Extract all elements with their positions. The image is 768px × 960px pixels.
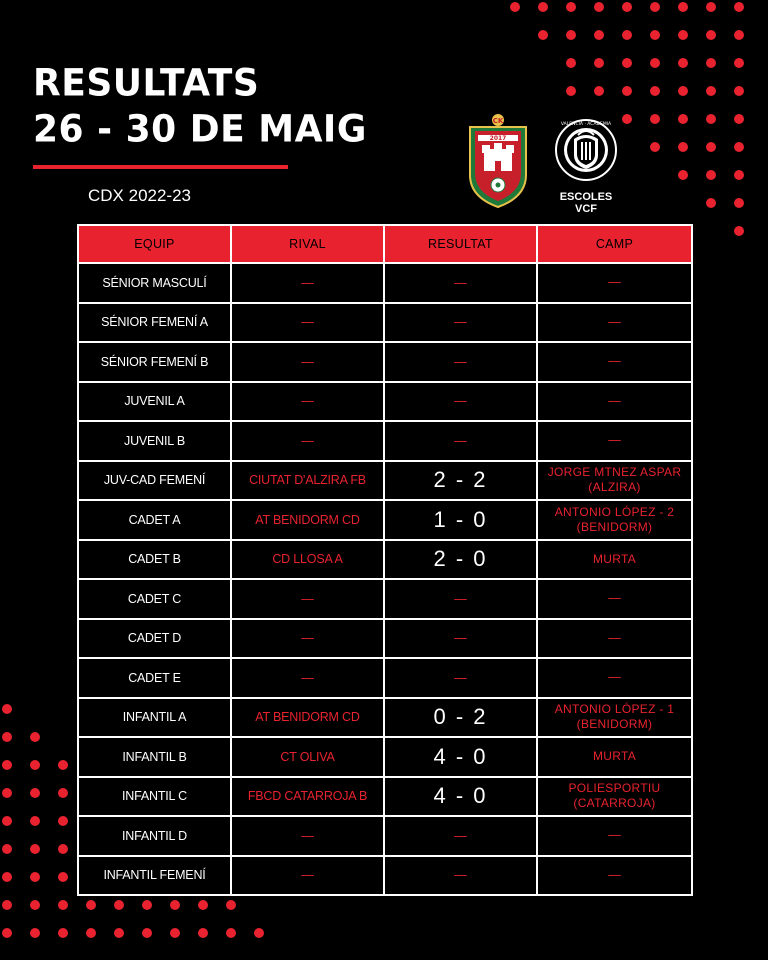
header-result: RESULTAT bbox=[384, 225, 537, 263]
page-title-line-1: RESULTATS bbox=[33, 62, 260, 106]
decorative-dot bbox=[2, 788, 12, 798]
decorative-dot bbox=[142, 928, 152, 938]
title-underline bbox=[33, 165, 288, 169]
table-row bbox=[78, 816, 692, 856]
decorative-dot bbox=[734, 58, 744, 68]
rival-cell: — bbox=[231, 263, 384, 303]
rival-cell: — bbox=[231, 382, 384, 422]
decorative-dot bbox=[706, 58, 716, 68]
decorative-dot bbox=[678, 58, 688, 68]
score-cell: — bbox=[384, 579, 537, 619]
score-cell: 2 - 0 bbox=[384, 540, 537, 580]
table-row bbox=[78, 540, 692, 580]
decorative-dot bbox=[678, 86, 688, 96]
decorative-dot bbox=[622, 58, 632, 68]
table-header-row bbox=[78, 225, 692, 263]
decorative-dot bbox=[622, 86, 632, 96]
header-team: EQUIP bbox=[78, 225, 231, 263]
decorative-dot bbox=[30, 732, 40, 742]
score-cell: — bbox=[384, 619, 537, 659]
decorative-dot bbox=[58, 760, 68, 770]
score-cell: — bbox=[384, 856, 537, 896]
decorative-dot bbox=[2, 760, 12, 770]
score-cell: 4 - 0 bbox=[384, 737, 537, 777]
field-line: (BENIDORM) bbox=[576, 717, 653, 732]
decorative-dot bbox=[734, 198, 744, 208]
team-cell: JUV-CAD FEMENÍ bbox=[78, 461, 231, 501]
table-row bbox=[78, 421, 692, 461]
decorative-dot bbox=[650, 114, 660, 124]
decorative-dot bbox=[650, 2, 660, 12]
decorative-dot bbox=[58, 844, 68, 854]
field-line: — bbox=[608, 670, 621, 685]
table-row bbox=[78, 342, 692, 382]
team-cell: INFANTIL A bbox=[78, 698, 231, 738]
team-cell: SÉNIOR FEMENÍ B bbox=[78, 342, 231, 382]
decorative-dot bbox=[594, 30, 604, 40]
decorative-dot bbox=[170, 900, 180, 910]
field-line: (ALZIRA) bbox=[588, 480, 641, 495]
table-row bbox=[78, 698, 692, 738]
escoles-vcf-logo bbox=[548, 113, 624, 215]
decorative-dot bbox=[650, 58, 660, 68]
table-row bbox=[78, 500, 692, 540]
team-cell: INFANTIL D bbox=[78, 816, 231, 856]
rival-cell: — bbox=[231, 579, 384, 619]
header-field: CAMP bbox=[537, 225, 692, 263]
score-cell: — bbox=[384, 263, 537, 303]
vcf-label: ESCOLES VCF bbox=[559, 191, 613, 215]
decorative-dot bbox=[706, 86, 716, 96]
team-cell: JUVENIL A bbox=[78, 382, 231, 422]
decorative-dot bbox=[538, 30, 548, 40]
rival-cell: — bbox=[231, 816, 384, 856]
decorative-dot bbox=[2, 928, 12, 938]
decorative-dot bbox=[226, 928, 236, 938]
decorative-dot bbox=[706, 114, 716, 124]
team-cell: SÉNIOR MASCULÍ bbox=[78, 263, 231, 303]
table-row bbox=[78, 263, 692, 303]
field-cell bbox=[537, 303, 692, 343]
decorative-dot bbox=[2, 816, 12, 826]
decorative-dot bbox=[58, 872, 68, 882]
decorative-dot bbox=[86, 900, 96, 910]
score-cell: — bbox=[384, 342, 537, 382]
decorative-dot bbox=[142, 900, 152, 910]
decorative-dot bbox=[2, 872, 12, 882]
decorative-dot bbox=[30, 844, 40, 854]
header-rival: RIVAL bbox=[231, 225, 384, 263]
decorative-dot bbox=[622, 30, 632, 40]
field-line: — bbox=[608, 591, 621, 606]
decorative-dot bbox=[58, 928, 68, 938]
decorative-dot bbox=[678, 142, 688, 152]
decorative-dot bbox=[58, 816, 68, 826]
decorative-dot bbox=[2, 900, 12, 910]
field-line: — bbox=[608, 393, 621, 408]
decorative-dot bbox=[594, 86, 604, 96]
score-cell: 1 - 0 bbox=[384, 500, 537, 540]
field-cell bbox=[537, 263, 692, 303]
team-cell: CADET B bbox=[78, 540, 231, 580]
decorative-dot bbox=[706, 142, 716, 152]
field-line: JORGE MTNEZ ASPAR bbox=[547, 465, 682, 480]
decorative-dot bbox=[2, 844, 12, 854]
season-subtitle: CDX 2022-23 bbox=[88, 186, 192, 205]
team-cell: JUVENIL B bbox=[78, 421, 231, 461]
decorative-dot bbox=[594, 58, 604, 68]
field-line: MURTA bbox=[592, 749, 637, 764]
rival-cell: — bbox=[231, 619, 384, 659]
field-cell bbox=[537, 382, 692, 422]
decorative-dot bbox=[30, 928, 40, 938]
score-cell: 0 - 2 bbox=[384, 698, 537, 738]
decorative-dot bbox=[566, 58, 576, 68]
team-cell: CADET C bbox=[78, 579, 231, 619]
table-row bbox=[78, 382, 692, 422]
decorative-dot bbox=[198, 900, 208, 910]
team-cell: INFANTIL FEMENÍ bbox=[78, 856, 231, 896]
score-cell: — bbox=[384, 816, 537, 856]
field-line: — bbox=[608, 630, 621, 645]
field-cell bbox=[537, 540, 692, 580]
decorative-dot bbox=[706, 170, 716, 180]
table-row bbox=[78, 579, 692, 619]
table-row bbox=[78, 303, 692, 343]
decorative-dot bbox=[678, 114, 688, 124]
results-table bbox=[77, 224, 693, 896]
field-line: (BENIDORM) bbox=[576, 519, 653, 534]
page-title-line-2: 26 - 30 DE MAIG bbox=[33, 108, 367, 152]
field-cell bbox=[537, 619, 692, 659]
field-line: ANTONIO LÓPEZ - 2 bbox=[554, 504, 675, 519]
decorative-dot bbox=[114, 900, 124, 910]
field-cell bbox=[537, 342, 692, 382]
decorative-dot bbox=[622, 2, 632, 12]
field-line: — bbox=[608, 354, 621, 369]
decorative-dot bbox=[566, 86, 576, 96]
rival-cell: CT OLIVA bbox=[231, 737, 384, 777]
decorative-dot bbox=[170, 928, 180, 938]
field-line: MURTA bbox=[592, 551, 637, 566]
field-line: ANTONIO LÓPEZ - 1 bbox=[554, 702, 675, 717]
decorative-dot bbox=[2, 732, 12, 742]
club-crest-logo bbox=[466, 113, 530, 209]
decorative-dot bbox=[734, 226, 744, 236]
decorative-dot bbox=[678, 2, 688, 12]
team-cell: INFANTIL C bbox=[78, 777, 231, 817]
rival-cell: CIUTAT D'ALZIRA FB bbox=[231, 461, 384, 501]
decorative-dot bbox=[706, 2, 716, 12]
rival-cell: FBCD CATARROJA B bbox=[231, 777, 384, 817]
rival-cell: CD LLOSA A bbox=[231, 540, 384, 580]
club-crest-year: 2017 bbox=[489, 135, 507, 142]
decorative-dot bbox=[594, 2, 604, 12]
table-row bbox=[78, 461, 692, 501]
decorative-dot bbox=[566, 2, 576, 12]
vcf-ring-text: VALENCIA · ACADEMIA bbox=[560, 122, 612, 127]
decorative-dot bbox=[734, 142, 744, 152]
field-cell bbox=[537, 856, 692, 896]
rival-cell: — bbox=[231, 856, 384, 896]
decorative-dot bbox=[58, 788, 68, 798]
field-cell bbox=[537, 777, 692, 817]
field-cell bbox=[537, 579, 692, 619]
decorative-dot bbox=[734, 86, 744, 96]
table-row bbox=[78, 619, 692, 659]
decorative-dot bbox=[30, 816, 40, 826]
decorative-dot bbox=[734, 30, 744, 40]
vcf-crest-icon bbox=[548, 113, 624, 187]
rival-cell: AT BENIDORM CD bbox=[231, 698, 384, 738]
field-cell bbox=[537, 461, 692, 501]
decorative-dot bbox=[58, 900, 68, 910]
score-cell: — bbox=[384, 421, 537, 461]
decorative-dot bbox=[678, 170, 688, 180]
field-line: — bbox=[608, 828, 621, 843]
decorative-dot bbox=[734, 170, 744, 180]
team-cell: CADET E bbox=[78, 658, 231, 698]
field-cell bbox=[537, 500, 692, 540]
decorative-dot bbox=[566, 30, 576, 40]
field-cell bbox=[537, 658, 692, 698]
decorative-dot bbox=[734, 2, 744, 12]
rival-cell: — bbox=[231, 342, 384, 382]
decorative-dot bbox=[30, 900, 40, 910]
decorative-dot bbox=[198, 928, 208, 938]
team-cell: INFANTIL B bbox=[78, 737, 231, 777]
field-cell bbox=[537, 421, 692, 461]
table-row bbox=[78, 658, 692, 698]
decorative-dot bbox=[538, 2, 548, 12]
decorative-dot bbox=[734, 114, 744, 124]
table-row bbox=[78, 856, 692, 896]
decorative-dot bbox=[650, 86, 660, 96]
field-cell bbox=[537, 816, 692, 856]
field-cell bbox=[537, 698, 692, 738]
decorative-dot bbox=[30, 788, 40, 798]
field-line: — bbox=[608, 275, 621, 290]
rival-cell: — bbox=[231, 658, 384, 698]
score-cell: 4 - 0 bbox=[384, 777, 537, 817]
field-line: — bbox=[608, 433, 621, 448]
decorative-dot bbox=[510, 2, 520, 12]
team-cell: CADET D bbox=[78, 619, 231, 659]
field-line: (CATARROJA) bbox=[573, 796, 656, 811]
field-line: POLIESPORTIU bbox=[568, 781, 661, 796]
rival-cell: — bbox=[231, 303, 384, 343]
field-line: — bbox=[608, 314, 621, 329]
table-row bbox=[78, 777, 692, 817]
field-line: — bbox=[608, 867, 621, 882]
table-row bbox=[78, 737, 692, 777]
decorative-dot bbox=[706, 30, 716, 40]
decorative-dot bbox=[254, 928, 264, 938]
decorative-dot bbox=[30, 872, 40, 882]
decorative-dot bbox=[2, 704, 12, 714]
score-cell: — bbox=[384, 303, 537, 343]
rival-cell: — bbox=[231, 421, 384, 461]
team-cell: CADET A bbox=[78, 500, 231, 540]
score-cell: 2 - 2 bbox=[384, 461, 537, 501]
rival-cell: AT BENIDORM CD bbox=[231, 500, 384, 540]
decorative-dot bbox=[678, 30, 688, 40]
decorative-dot bbox=[114, 928, 124, 938]
svg-text:CK: CK bbox=[492, 117, 504, 125]
score-cell: — bbox=[384, 382, 537, 422]
decorative-dot bbox=[706, 198, 716, 208]
decorative-dot bbox=[226, 900, 236, 910]
field-cell bbox=[537, 737, 692, 777]
decorative-dot bbox=[86, 928, 96, 938]
score-cell: — bbox=[384, 658, 537, 698]
team-cell: SÉNIOR FEMENÍ A bbox=[78, 303, 231, 343]
decorative-dot bbox=[650, 30, 660, 40]
decorative-dot bbox=[30, 760, 40, 770]
decorative-dot bbox=[650, 142, 660, 152]
